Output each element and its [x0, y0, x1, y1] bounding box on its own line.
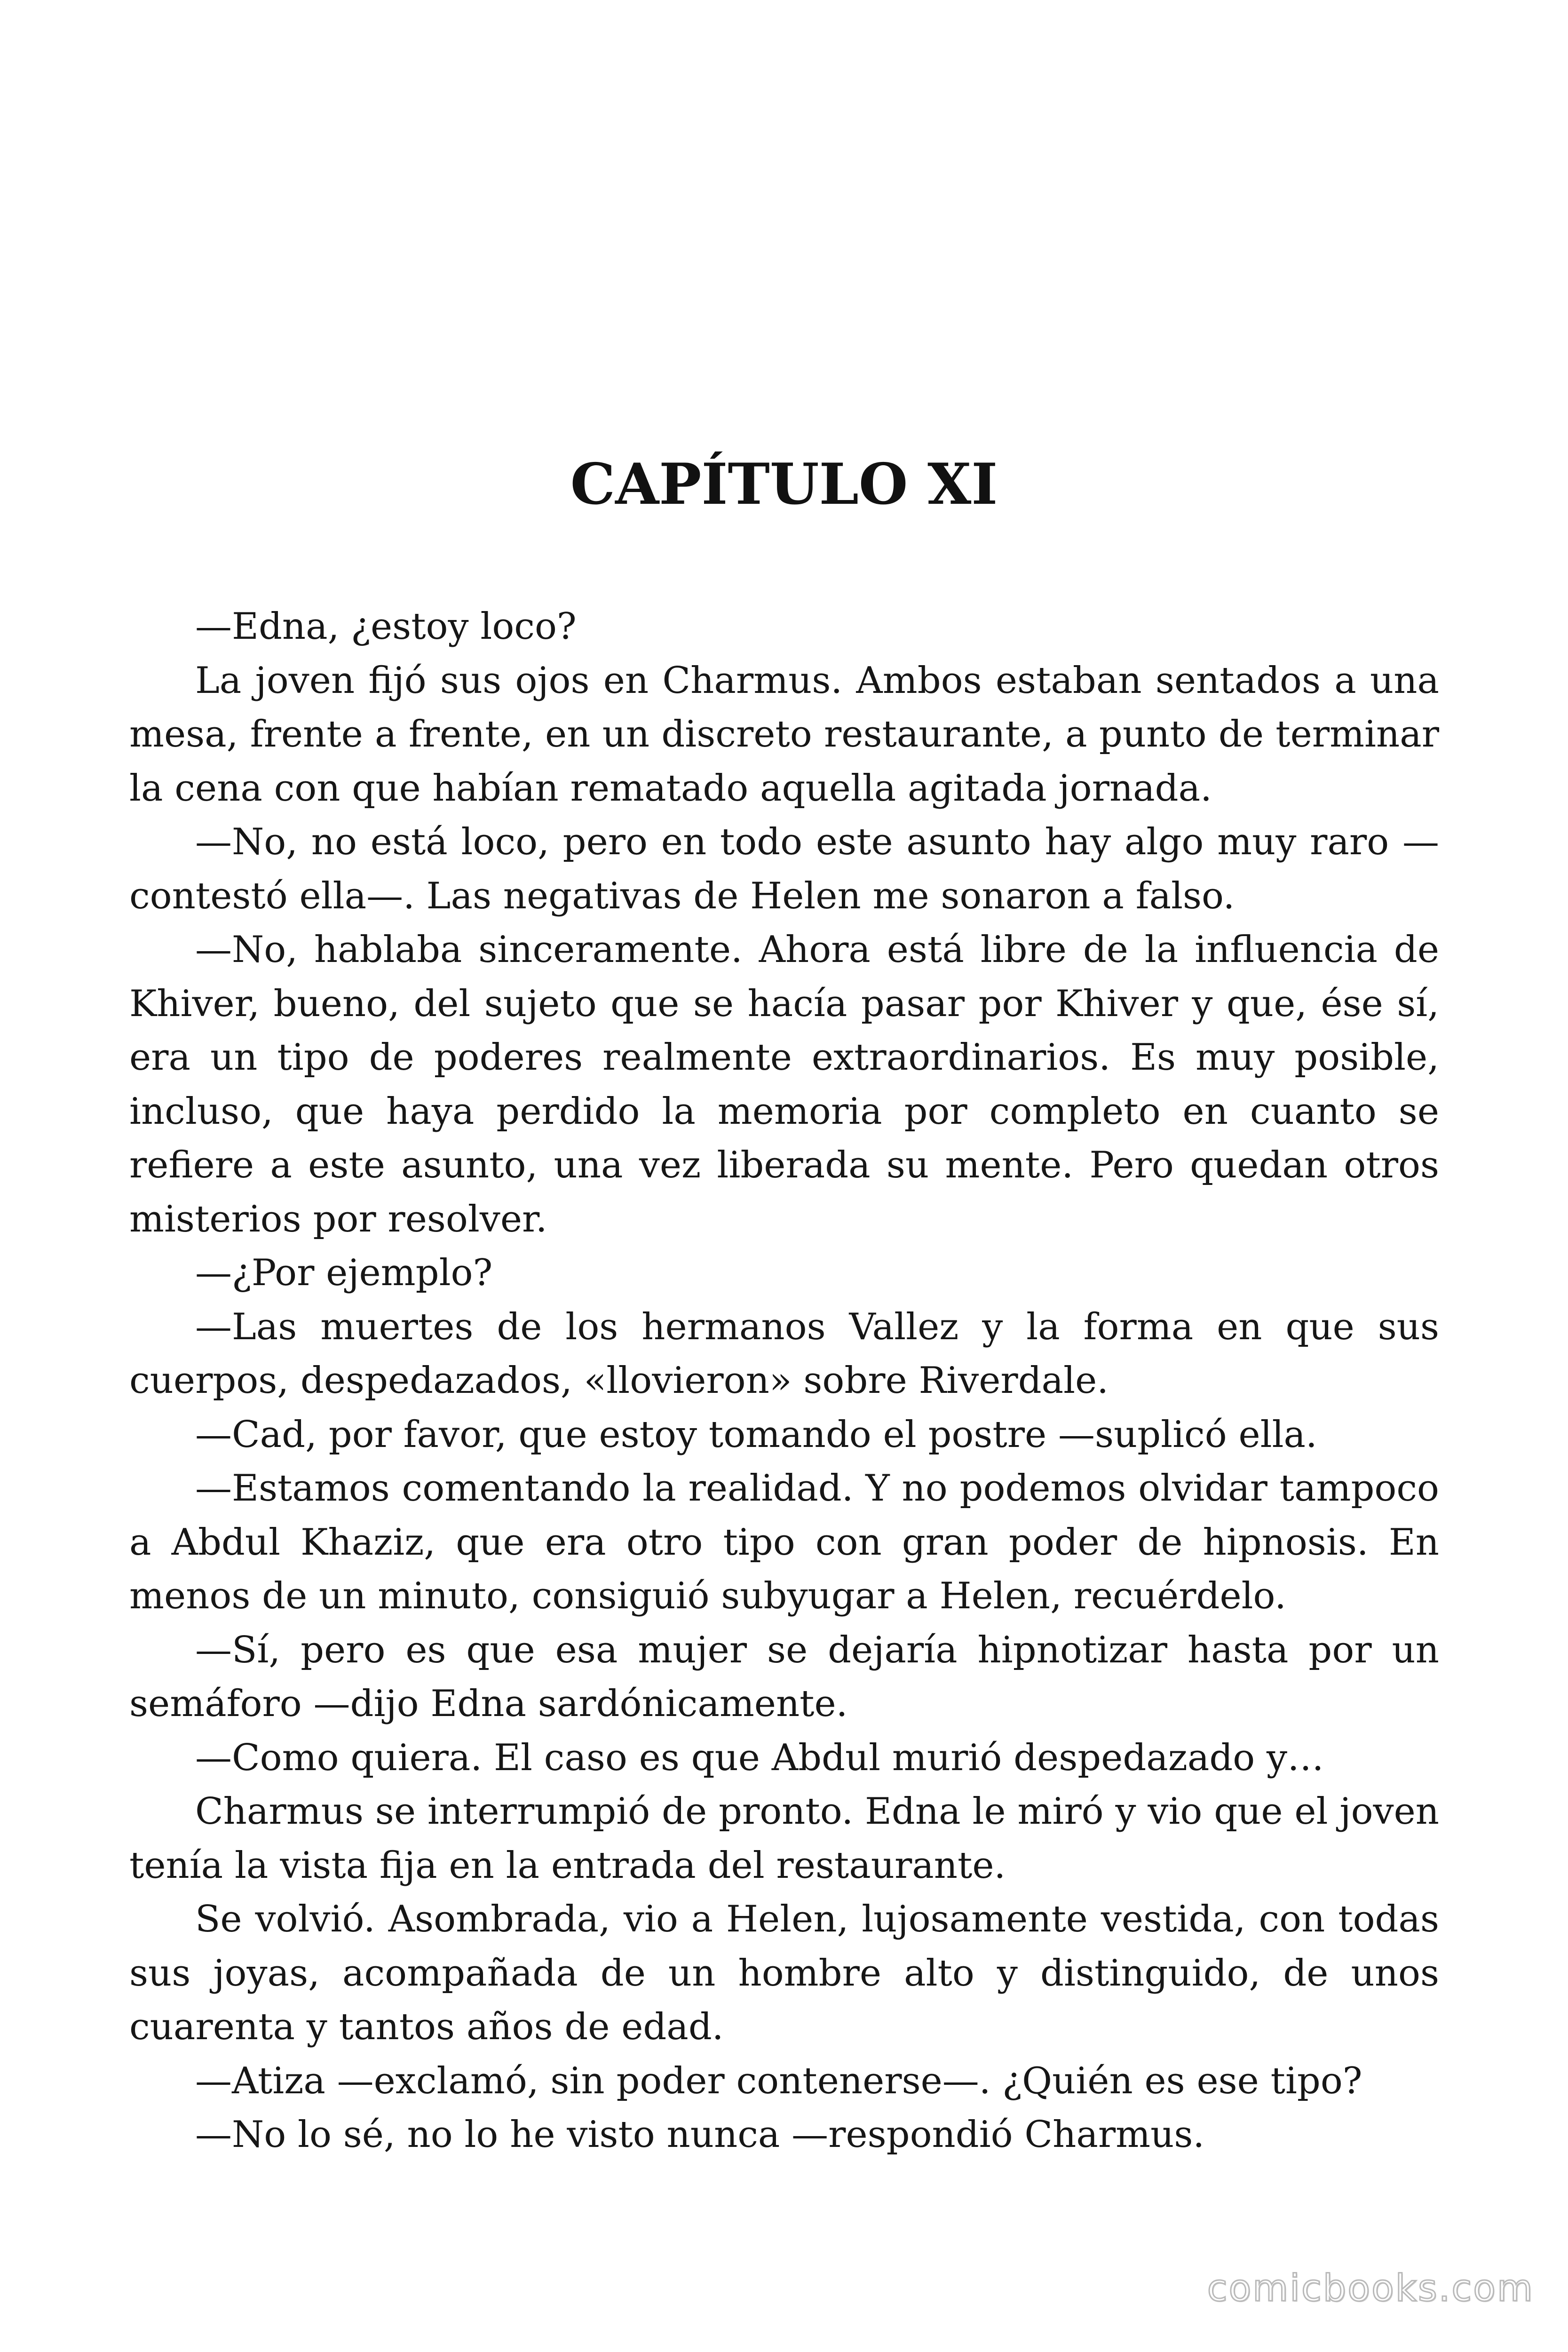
watermark: comicbooks.com: [1207, 2267, 1534, 2310]
paragraph: —No lo sé, no lo he visto nunca —respondió Charmus.: [195, 2114, 1205, 2156]
paragraph: Charmus se interrumpió de pronto. Edna le miró y vio que el joven tenía la vista fija en la entrada del restaurante.: [129, 1790, 1439, 1887]
paragraph: —No, hablaba sinceramente. Ahora está libre de la influencia de Khiver, bueno, del sujeto que se hacía pasar por Khiver y que, ése sí, era un tipo de poderes realmente extraordinarios. Es muy posible, incluso, que haya perdido la memoria por completo en cuanto se refiere a este asunto, una vez liberada su mente. Pero quedan otros misterios por resolver.: [129, 929, 1439, 1240]
paragraph: —Como quiera. El caso es que Abdul murió despedazado y…: [195, 1736, 1324, 1779]
paragraph: —Edna, ¿estoy loco?: [195, 605, 577, 648]
paragraph: Se volvió. Asombrada, vio a Helen, lujosamente vestida, con todas sus joyas, acompañada de un hombre alto y distinguido, de unos cuarenta y tantos años de edad.: [129, 1898, 1439, 2048]
paragraph: La joven fijó sus ojos en Charmus. Ambos estaban sentados a una mesa, frente a frente, en un discreto restaurante, a punto de terminar la cena con que habían rematado aquella agitada jornada.: [129, 659, 1439, 810]
paragraph: —Sí, pero es que esa mujer se dejaría hipnotizar hasta por un semáforo —dijo Edna sardónicamente.: [129, 1629, 1439, 1725]
paragraph: —Cad, por favor, que estoy tomando el postre —suplicó ella.: [195, 1413, 1317, 1456]
paragraph: —Atiza —exclamó, sin poder contenerse—. ¿Quién es ese tipo?: [195, 2059, 1362, 2102]
paragraph: —No, no está loco, pero en todo este asunto hay algo muy raro —contestó ella—. Las negativas de Helen me sonaron a falso.: [129, 821, 1439, 917]
chapter-title: CAPÍTULO XI: [570, 451, 998, 517]
paragraph: —Las muertes de los hermanos Vallez y la forma en que sus cuerpos, despedazados, «llovieron» sobre Riverdale.: [129, 1305, 1439, 1402]
paragraph: —¿Por ejemplo?: [195, 1252, 493, 1294]
paragraph: —Estamos comentando la realidad. Y no podemos olvidar tampoco a Abdul Khaziz, que era otro tipo con gran poder de hipnosis. En menos de un minuto, consiguió subyugar a Helen, recuérdelo.: [129, 1467, 1439, 1617]
chapter-body: [129, 600, 1439, 2162]
